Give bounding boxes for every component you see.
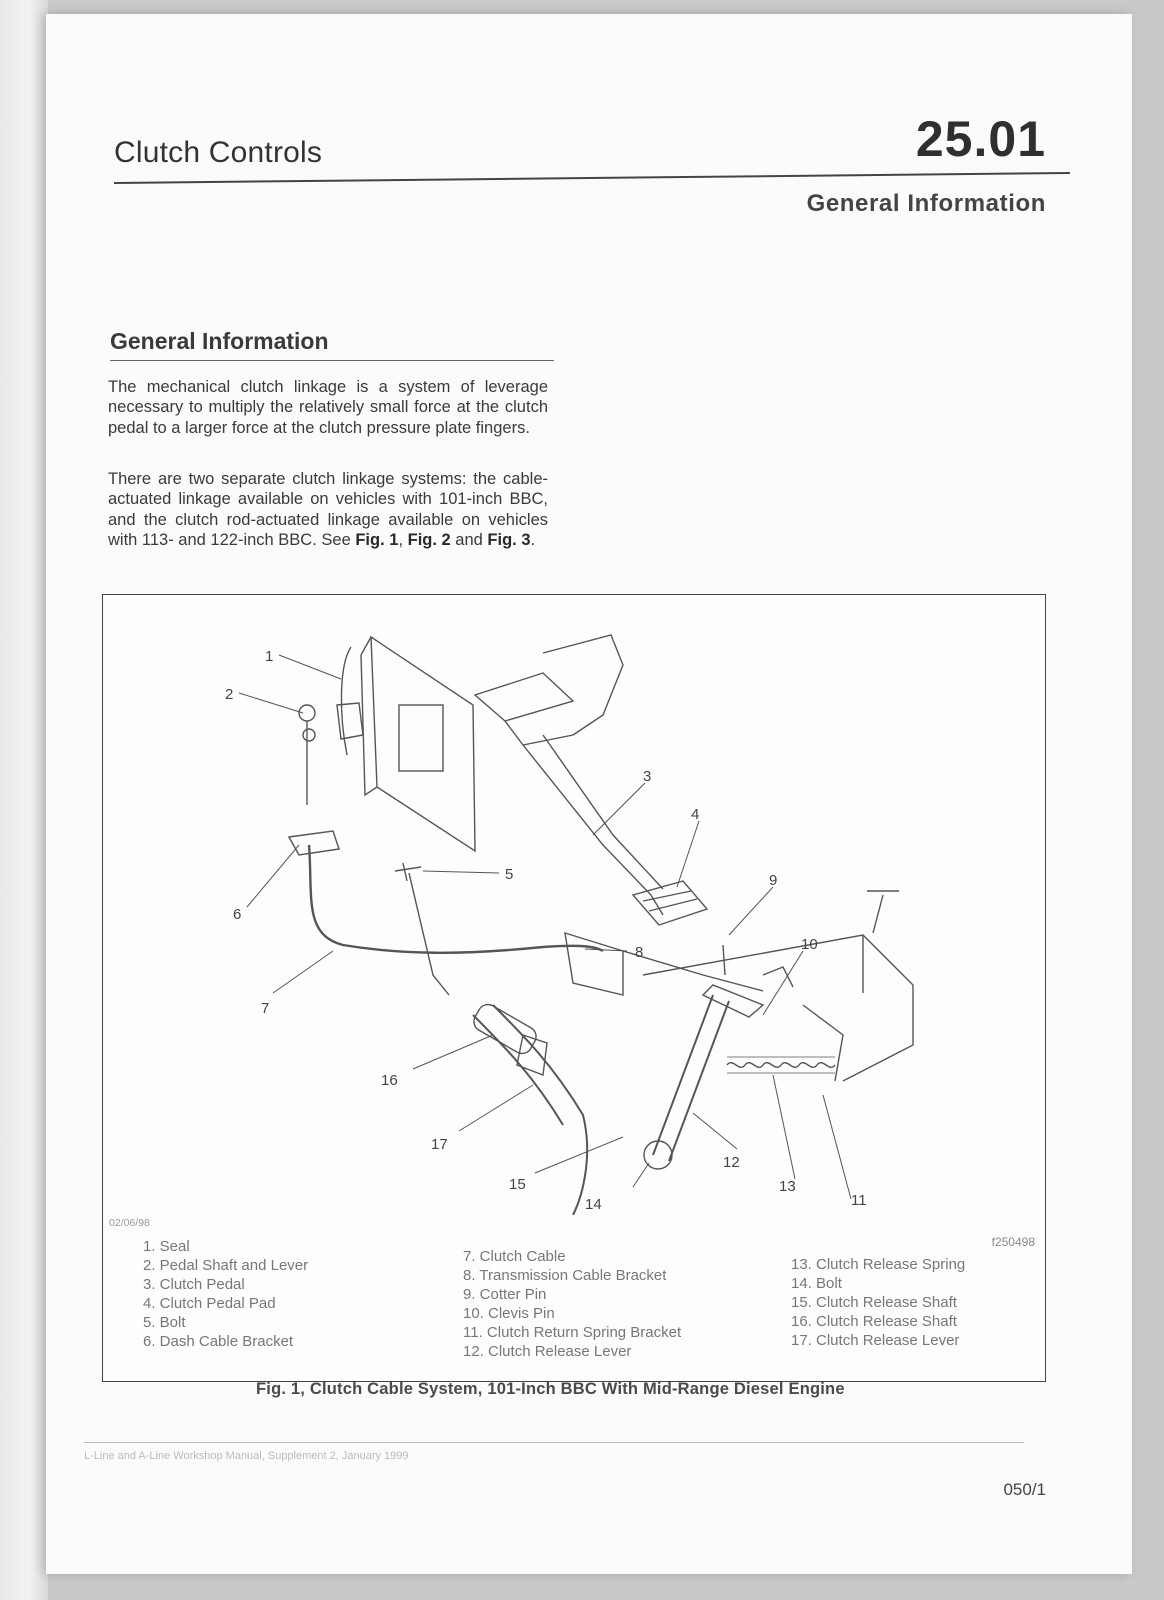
spring-bracket <box>803 1005 843 1081</box>
header-rule <box>114 172 1070 184</box>
figure-caption: Fig. 1, Clutch Cable System, 101-Inch BBC With Mid-Range Diesel Engine <box>256 1380 845 1398</box>
callout-4: 4 <box>691 806 700 823</box>
callout-16: 16 <box>381 1072 398 1089</box>
legend-item: 12. Clutch Release Lever <box>463 1343 632 1360</box>
callout-17: 17 <box>431 1136 448 1153</box>
figure-date: 02/06/98 <box>109 1217 150 1229</box>
legend-item: 8. Transmission Cable Bracket <box>463 1267 667 1284</box>
callout-5: 5 <box>505 866 514 883</box>
fig3-ref[interactable]: Fig. 3 <box>487 531 531 549</box>
section-subtitle: General Information <box>806 190 1046 217</box>
legend-item: 17. Clutch Release Lever <box>791 1332 960 1349</box>
callout-1: 1 <box>265 648 274 665</box>
footer-rule <box>84 1442 1024 1443</box>
clutch-release-spring <box>727 1063 835 1068</box>
firewall-plate <box>371 637 475 851</box>
legend-item: 7. Clutch Cable <box>463 1248 566 1265</box>
transmission-cable-bracket <box>565 933 623 995</box>
manual-page <box>46 14 1132 1574</box>
clutch-pedal-arm <box>523 745 663 915</box>
page-number: 050/1 <box>1003 1480 1046 1499</box>
callout-6: 6 <box>233 906 242 923</box>
callout-14: 14 <box>585 1196 602 1213</box>
legend-column-3 <box>791 1255 965 1350</box>
heading-rule <box>110 360 554 361</box>
callout-9: 9 <box>769 872 778 889</box>
legend-item: 14. Bolt <box>791 1275 842 1292</box>
section-title: Clutch Controls <box>114 136 323 169</box>
legend-item: 4. Clutch Pedal Pad <box>143 1295 276 1312</box>
callout-11: 11 <box>851 1192 867 1209</box>
fig1-ref[interactable]: Fig. 1 <box>355 531 399 549</box>
callout-13: 13 <box>779 1178 796 1195</box>
legend-item: 16. Clutch Release Shaft <box>791 1313 957 1330</box>
figure-id: f250498 <box>991 1235 1035 1249</box>
legend-column-1 <box>143 1237 308 1351</box>
callout-7: 7 <box>261 1000 270 1017</box>
legend-item: 9. Cotter Pin <box>463 1286 547 1303</box>
transmission-bolt <box>867 891 899 933</box>
section-number: 25.01 <box>915 111 1046 167</box>
left-page-edge <box>0 0 48 1600</box>
callout-2: 2 <box>225 686 234 703</box>
paragraph-2 <box>108 469 548 551</box>
legend-item: 13. Clutch Release Spring <box>791 1256 966 1273</box>
callout-12: 12 <box>723 1154 740 1171</box>
clutch-cable <box>309 845 603 953</box>
callout-3: 3 <box>643 768 652 785</box>
legend-column-2 <box>463 1247 681 1361</box>
footer-text: L-Line and A-Line Workshop Manual, Supplement 2, January 1999 <box>84 1450 409 1462</box>
paragraph-2-text: There are two separate clutch linkage systems: the cable-actuated linkage available on vehicles with 101-inch BBC, and the clutch rod-actuated linkage available on vehicles with 113- and 122-inch BBC. See <box>108 469 548 549</box>
legend-item: 11. Clutch Return Spring Bracket <box>463 1324 682 1341</box>
and-word: and <box>450 531 488 549</box>
comma: , <box>398 531 408 549</box>
diagram-drawing <box>289 635 913 1215</box>
legend-item: 5. Bolt <box>143 1314 186 1331</box>
legend-item: 10. Clevis Pin <box>463 1305 555 1322</box>
content-heading: General Information <box>110 328 329 354</box>
callout-15: 15 <box>509 1176 526 1193</box>
figure-box <box>102 594 1046 1382</box>
paragraph-1: The mechanical clutch linkage is a system of leverage necessary to multiply the relatively small force at the clutch pedal to a larger force at the clutch pressure plate fingers. <box>108 377 548 437</box>
callout-10: 10 <box>801 936 818 953</box>
legend-item: 3. Clutch Pedal <box>143 1276 245 1293</box>
legend-item: 2. Pedal Shaft and Lever <box>143 1257 309 1274</box>
dash-cable-bracket <box>289 831 339 855</box>
leader-lines <box>239 655 851 1199</box>
fig2-ref[interactable]: Fig. 2 <box>407 531 451 549</box>
legend-item: 15. Clutch Release Shaft <box>791 1294 957 1311</box>
legend-item: 6. Dash Cable Bracket <box>143 1333 294 1350</box>
callout-8: 8 <box>635 944 644 961</box>
clutch-diagram <box>103 595 1045 1215</box>
period: . <box>530 531 536 549</box>
legend-item: 1. Seal <box>143 1238 190 1255</box>
